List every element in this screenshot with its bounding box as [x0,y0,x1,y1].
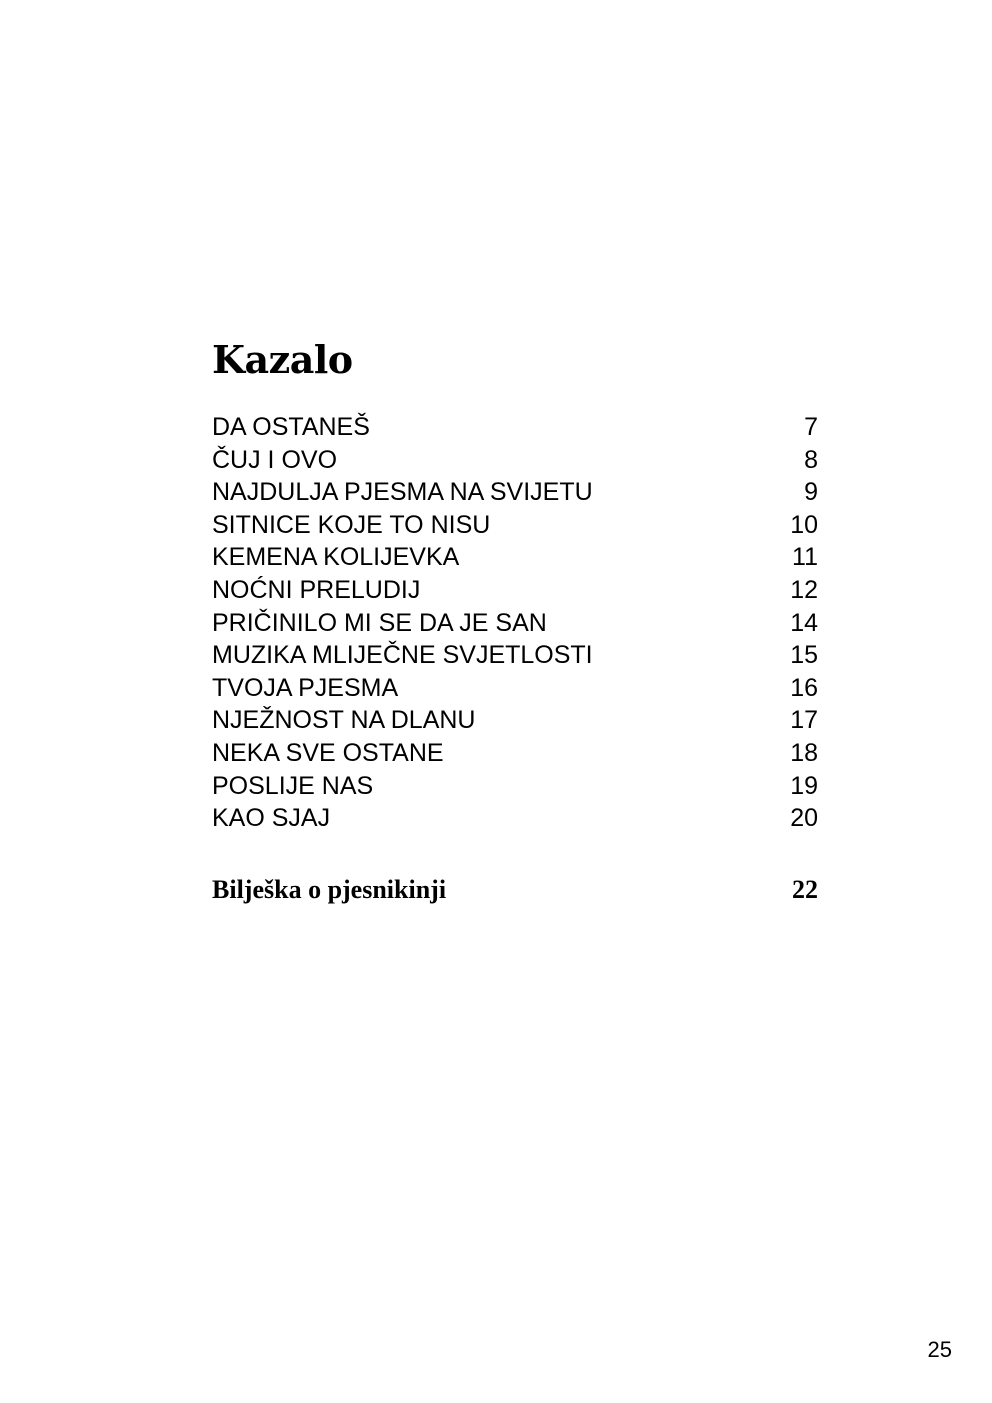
toc-entry-title: NOĆNI PRELUDIJ [212,575,421,604]
toc-entry-page: 14 [790,608,818,637]
toc-title: Kazalo [212,337,353,382]
toc-entry[interactable] [212,444,818,477]
toc-entry-title: KAO SJAJ [212,804,331,833]
toc-entry-page: 10 [790,510,818,539]
toc-entry[interactable] [212,509,818,542]
page-number: 25 [927,1337,952,1362]
toc-appendix-page: 22 [792,875,818,904]
toc-entry[interactable] [212,411,818,444]
toc-entry-page: 15 [790,641,818,670]
toc-entry-page: 19 [790,771,818,800]
toc-entry[interactable] [212,639,818,672]
toc-entry[interactable] [212,476,818,509]
toc-list [212,411,818,835]
toc-appendix-title: Bilješka o pjesnikinji [212,875,447,904]
toc-entry[interactable] [212,541,818,574]
toc-entry-title: NEKA SVE OSTANE [212,738,444,767]
toc-appendix-entry[interactable] [212,872,818,908]
toc-entry[interactable] [212,607,818,640]
toc-entry[interactable] [212,770,818,803]
toc-entry-title: PRIČINILO MI SE DA JE SAN [212,608,547,637]
toc-entry[interactable] [212,802,818,835]
toc-entry-title: POSLIJE NAS [212,771,374,800]
toc-entry-title: DA OSTANEŠ [212,413,370,441]
toc-entry[interactable] [212,737,818,770]
toc-entry-title: NJEŽNOST NA DLANU [212,706,476,735]
toc-entry-page: 16 [790,673,818,702]
toc-entry-page: 8 [804,445,818,474]
toc-entry-page: 9 [804,478,818,507]
toc-entry-title: ČUJ I OVO [212,445,338,474]
toc-entry-title: NAJDULJA PJESMA NA SVIJETU [212,478,593,507]
toc-entry[interactable] [212,574,818,607]
toc-entry[interactable] [212,704,818,737]
toc-entry-page: 18 [790,738,818,767]
toc-entry-page: 7 [804,413,818,441]
toc-entry-title: TVOJA PJESMA [212,673,399,702]
toc-entry-page: 12 [790,575,818,604]
toc-entry[interactable] [212,672,818,705]
toc-entry-title: MUZIKA MLIJEČNE SVJETLOSTI [212,641,593,670]
toc-entry-page: 17 [790,706,818,735]
toc-entry-page: 20 [790,804,818,833]
toc-entry-page: 11 [792,543,818,572]
toc-entry-title: KEMENA KOLIJEVKA [212,543,460,572]
toc-entry-title: SITNICE KOJE TO NISU [212,510,491,539]
